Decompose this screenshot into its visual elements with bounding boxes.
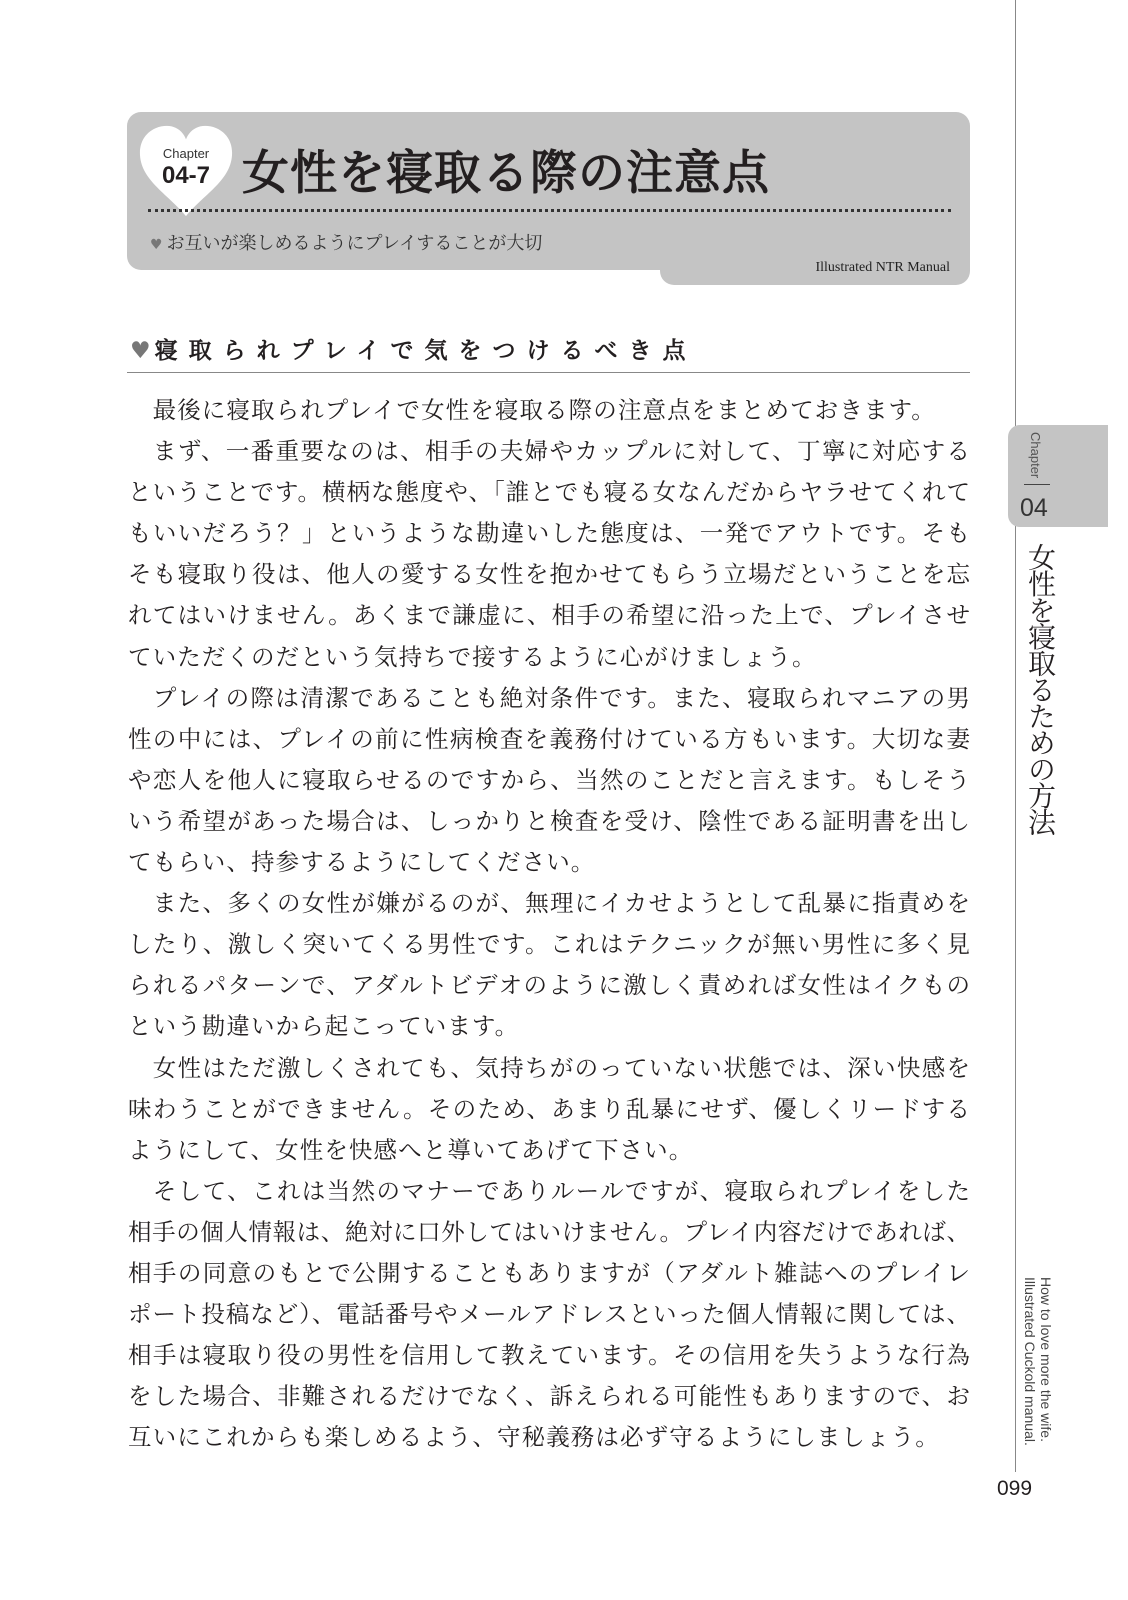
body-line: 最後に寝取られプレイで女性を寝取る際の注意点をまとめておきます。 xyxy=(128,396,936,424)
body-text xyxy=(128,393,970,1461)
body-line: もいいだろう？」というような勘違いした態度は、一発でアウトです。そも xyxy=(128,519,970,548)
body-line: また、多くの女性が嫌がるのが、無理にイカせようとして乱暴に指責めを xyxy=(128,889,970,918)
sidebar-chapter-title: 女性を寝取るための方法 xyxy=(1024,543,1057,835)
body-line: や恋人を他人に寝取らせるのですから、当然のことだと言えます。もしそう xyxy=(128,765,970,794)
body-line: 相手は寝取り役の男性を信用して教えています。その信用を失うような行為 xyxy=(128,1341,970,1370)
body-line: いう希望があった場合は、しっかりと検査を受け、陰性である証明書を出し xyxy=(128,806,970,835)
page-number: 099 xyxy=(997,1477,1033,1500)
sidebar-english-caption xyxy=(1022,1277,1054,1446)
sidebar-chapter-number: 04 xyxy=(1020,494,1048,522)
body-line: ということです。横柄な態度や、「誰とでも寝る女なんだからヤラせてくれて xyxy=(128,478,970,507)
body-line: したり、激しく突いてくる男性です。これはテクニックが無い男性に多く見 xyxy=(128,930,970,959)
section-heading xyxy=(130,332,697,365)
dotted-divider xyxy=(148,209,951,212)
section-heading-text: 寝取られプレイで気をつけるべき点 xyxy=(154,338,697,364)
chapter-number: 04-7 xyxy=(161,162,211,189)
heart-icon: ♥ xyxy=(130,338,155,364)
body-line: れてはいけません。あくまで謙虚に、相手の希望に沿った上で、プレイさせ xyxy=(128,601,970,630)
subtitle-text: お互いが楽しめるようにプレイすることが大切 xyxy=(166,233,543,254)
body-line: プレイの際は清潔であることも絶対条件です。また、寝取られマニアの男 xyxy=(128,683,970,712)
page-title: 女性を寝取る際の注意点 xyxy=(242,146,770,201)
heart-icon: ♥ xyxy=(150,237,163,253)
body-line: 女性はただ激しくされても、気持ちがのっていない状態では、深い快感を xyxy=(128,1053,970,1082)
chapter-label: Chapter xyxy=(162,146,210,161)
body-line: 相手の個人情報は、絶対に口外してはいけません。プレイ内容だけであれば、 xyxy=(128,1217,970,1246)
body-line: 味わうことができません。そのため、あまり乱暴にせず、優しくリードする xyxy=(128,1094,970,1123)
body-line: 互いにこれからも楽しめるよう、守秘義務は必ず守るようにしましょう。 xyxy=(128,1423,940,1452)
sidebar-chapter-divider xyxy=(1024,484,1050,485)
margin-rule xyxy=(1015,0,1016,1472)
series-name: Illustrated NTR Manual xyxy=(815,260,950,275)
body-line: ていただくのだという気持ちで接するように心がけましょう。 xyxy=(128,642,817,671)
body-line: まず、一番重要なのは、相手の夫婦やカップルに対して、丁寧に対応する xyxy=(128,437,970,466)
body-line: 性の中には、プレイの前に性病検査を義務付けている方もいます。大切な妻 xyxy=(128,724,970,753)
body-line: そして、これは当然のマナーでありルールですが、寝取られプレイをした xyxy=(128,1176,970,1205)
english-line-2: Illustrated Cuckold manual. xyxy=(1022,1277,1038,1446)
body-line: をした場合、非難されるだけでなく、訴えられる可能性もありますので、お xyxy=(128,1382,970,1411)
body-line: という勘違いから起こっています。 xyxy=(128,1012,520,1041)
body-line: 相手の同意のもとで公開することもありますが（アダルト雑誌へのプレイレ xyxy=(128,1258,970,1287)
body-line: ようにして、女性を快感へと導いてあげて下さい。 xyxy=(128,1135,694,1164)
english-line-1: How to love more the wife. xyxy=(1038,1277,1054,1442)
body-line: られるパターンで、アダルトビデオのように激しく責めれば女性はイクもの xyxy=(128,971,970,1000)
body-line: てもらい、持参するようにしてください。 xyxy=(128,848,596,877)
subtitle xyxy=(150,229,542,255)
section-underline xyxy=(127,372,970,373)
body-line: そも寝取り役は、他人の愛する女性を抱かせてもらう立場だということを忘 xyxy=(128,560,970,589)
sidebar-chapter-label: Chapter xyxy=(1028,432,1043,479)
body-line: ポート投稿など）、電話番号やメールアドレスといった個人情報に関しては、 xyxy=(128,1300,970,1329)
